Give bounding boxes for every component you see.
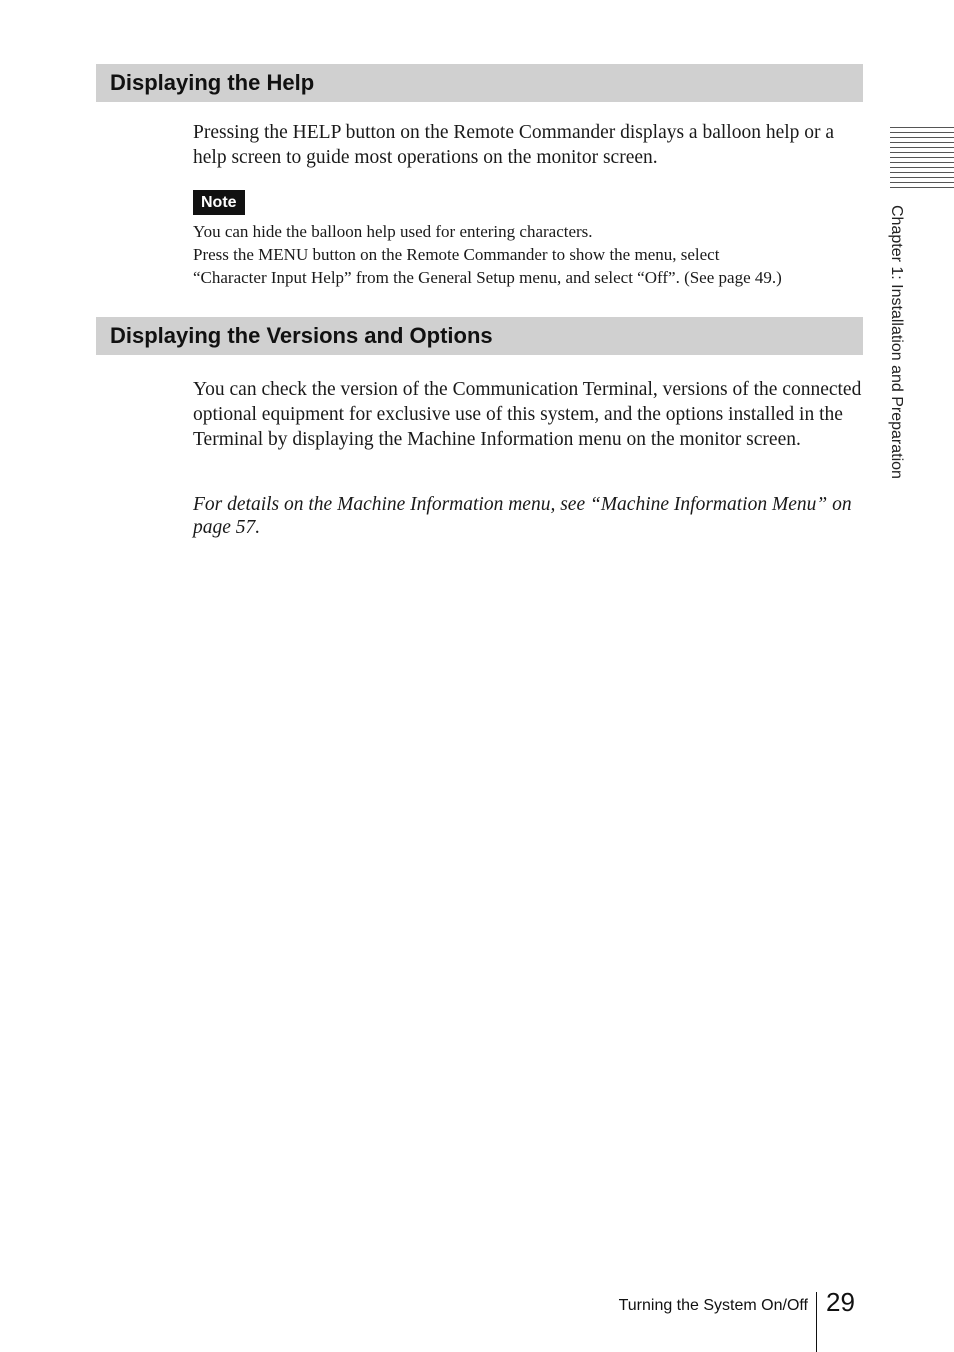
- chapter-tab-marker: [890, 127, 954, 192]
- chapter-side-label: Chapter 1: Installation and Preparation: [888, 205, 905, 479]
- note-line: “Character Input Help” from the General Setup menu, and select “Off”. (See page 49.): [193, 268, 782, 287]
- reference-paragraph: For details on the Machine Information menu, see “Machine Information Menu” on page 57.: [193, 494, 852, 538]
- note-text: [193, 220, 865, 289]
- footer-section-label: Turning the System On/Off: [618, 1297, 808, 1314]
- page-number: 29: [826, 1287, 855, 1317]
- section-title-versions: Displaying the Versions and Options: [110, 323, 493, 348]
- note-badge: Note: [193, 190, 245, 215]
- section-header-versions: [96, 317, 863, 355]
- versions-paragraph: You can check the version of the Communication Terminal, versions of the connected optional equipment for exclusive use of this system, and the options installed in the Terminal by displaying the Machine Information menu on the monitor screen.: [193, 379, 862, 450]
- section-title-help: Displaying the Help: [110, 70, 315, 95]
- note-line: You can hide the balloon help used for entering characters.: [193, 222, 593, 241]
- help-paragraph: Pressing the HELP button on the Remote Commander displays a balloon help or a help screen to guide most operations on the monitor screen.: [193, 122, 835, 168]
- section-header-help: [96, 64, 863, 102]
- footer-divider: [816, 1292, 817, 1352]
- note-line: Press the MENU button on the Remote Commander to show the menu, select: [193, 245, 720, 264]
